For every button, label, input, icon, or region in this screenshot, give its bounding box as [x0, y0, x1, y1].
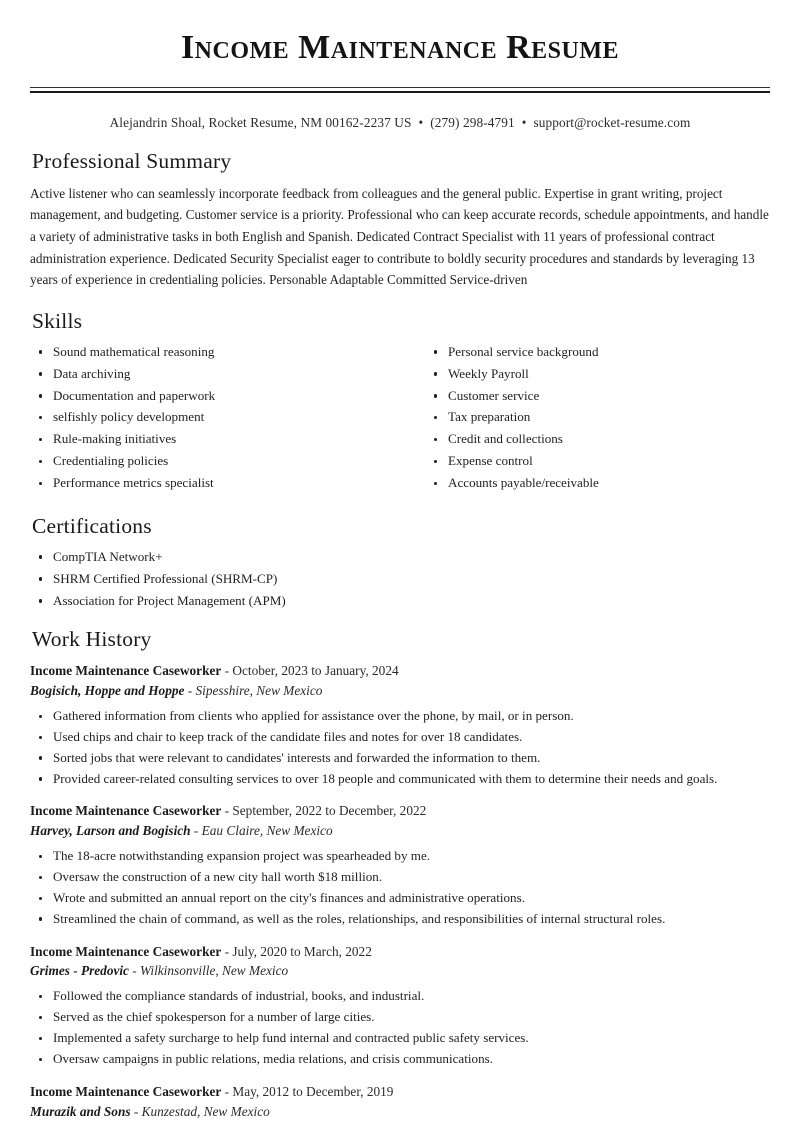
list-item: Wrote and submitted an annual report on the city's finances and administrative operations. [30, 889, 770, 907]
section-heading-skills: Skills [32, 308, 83, 333]
summary-paragraph: Active listener who can seamlessly incorporate feedback from colleagues and the general public. Expertise in grant writing, project management, and budgeting. Customer service is a priority. Professional who can keep accurate records, schedule appointments, and handle a variety of administrative tasks in both English and Spanish. Dedicated Contract Specialist with 11 years of professional contract administration experience. Dedicated Security Specialist eager to contribute to boldly security procedures and standards by leveraging 13 years of experience in credentialing policies. Personable Adaptable Committed Service-driven [30, 185, 769, 288]
list-item: The 18-acre notwithstanding expansion project was spearheaded by me. [30, 847, 770, 865]
job-title-line [30, 1082, 770, 1102]
list-item: Sound mathematical reasoning [30, 343, 400, 361]
job-title: Income Maintenance Caseworker [30, 803, 222, 819]
job-company: Murazik and Sons [30, 1103, 131, 1119]
list-item: Data archiving [30, 365, 400, 383]
certifications-list [30, 548, 770, 609]
job-location: Kunzestad, New Mexico [141, 1103, 270, 1119]
job-company: Grimes - Predovic [30, 963, 129, 979]
job-company-line [30, 681, 770, 701]
section-heading-summary: Professional Summary [32, 148, 232, 173]
job-company-line [30, 821, 770, 841]
job-bullet-list [30, 987, 770, 1067]
job-company-dash: - [190, 823, 202, 839]
job-dates: September, 2022 to December, 2022 [232, 803, 427, 819]
job-title-dash: - [221, 1083, 233, 1099]
section-skills [30, 309, 770, 496]
job-dates: July, 2020 to March, 2022 [232, 943, 372, 959]
contact-line [30, 115, 770, 131]
job-location: Wilkinsonville, New Mexico [140, 963, 289, 979]
skills-columns [30, 343, 770, 496]
contact-separator-2: • [521, 114, 527, 130]
contact-phone: (279) 298-4791 [430, 114, 515, 130]
job-company-line [30, 961, 770, 981]
skills-list-left [30, 343, 400, 492]
job-company: Harvey, Larson and Bogisich [30, 823, 191, 839]
job-bullet-list [30, 847, 770, 927]
list-item: Followed the compliance standards of industrial, books, and industrial. [30, 987, 770, 1005]
job-title: Income Maintenance Caseworker [30, 663, 222, 679]
list-item: Used chips and chair to keep track of the candidate files and notes for over 18 candidates. [30, 728, 770, 746]
job-title-dash: - [221, 663, 233, 679]
list-item: Streamlined the chain of command, as well as the roles, relationships, and responsibilities of internal structural roles. [30, 910, 770, 928]
job-location: Sipesshire, New Mexico [195, 683, 323, 699]
divider-line-bottom [30, 91, 770, 93]
list-item: Documentation and paperwork [30, 387, 400, 405]
list-item: Accounts payable/receivable [425, 474, 770, 492]
section-heading-work-history: Work History [32, 627, 152, 652]
job-title: Income Maintenance Caseworker [30, 1083, 222, 1099]
contact-address: Alejandrin Shoal, Rocket Resume, NM 00162-2237 US [109, 114, 412, 130]
list-item: Implemented a safety surcharge to help fund internal and contracted public safety services. [30, 1029, 770, 1047]
list-item: Weekly Payroll [425, 365, 770, 383]
list-item: Customer service [425, 387, 770, 405]
list-item: Personal service background [425, 343, 770, 361]
section-heading-certifications: Certifications [32, 513, 152, 538]
work-history-entry [30, 801, 770, 927]
list-item: Sorted jobs that were relevant to candidates' interests and forwarded the information to them. [30, 749, 770, 767]
contact-separator-1: • [418, 114, 424, 130]
job-company-dash: - [184, 683, 196, 699]
job-bullet-list [30, 707, 770, 787]
job-dates: May, 2012 to December, 2019 [232, 1083, 394, 1099]
skills-column-left [30, 343, 400, 496]
job-title-line [30, 942, 770, 962]
job-company-dash: - [128, 963, 141, 979]
job-dates: October, 2023 to January, 2024 [232, 663, 399, 679]
list-item: Credit and collections [425, 430, 770, 448]
job-title-line [30, 801, 770, 821]
list-item: SHRM Certified Professional (SHRM-CP) [30, 570, 770, 588]
list-item: selfishly policy development [30, 408, 400, 426]
contact-email: support@rocket-resume.com [533, 114, 691, 130]
list-item: CompTIA Network+ [30, 548, 770, 566]
list-item: Credentialing policies [30, 452, 400, 470]
work-history-entry [30, 661, 770, 787]
section-work-history [30, 627, 770, 1121]
list-item: Oversaw the construction of a new city hall worth $18 million. [30, 868, 770, 886]
job-company-line [30, 1102, 770, 1122]
job-location: Eau Claire, New Mexico [201, 823, 333, 839]
list-item: Gathered information from clients who applied for assistance over the phone, by mail, or in person. [30, 707, 770, 725]
work-history-list [30, 661, 770, 1121]
header-divider [30, 87, 770, 93]
list-item: Association for Project Management (APM) [30, 592, 770, 610]
job-company: Bogisich, Hoppe and Hoppe [30, 683, 185, 699]
work-history-entry [30, 942, 770, 1068]
list-item: Provided career-related consulting services to over 18 people and communicated with them to determine their needs and goals. [30, 770, 770, 788]
skills-list-right [425, 343, 770, 492]
job-title: Income Maintenance Caseworker [30, 943, 222, 959]
list-item: Tax preparation [425, 408, 770, 426]
job-title-dash: - [221, 943, 233, 959]
list-item: Oversaw campaigns in public relations, media relations, and crisis communications. [30, 1050, 770, 1068]
work-history-entry [30, 1082, 770, 1122]
job-title-line [30, 661, 770, 681]
section-professional-summary [30, 149, 770, 291]
resume-title: Income Maintenance Resume [180, 29, 620, 66]
section-certifications [30, 514, 770, 609]
job-company-dash: - [130, 1103, 142, 1119]
list-item: Rule-making initiatives [30, 430, 400, 448]
skills-column-right [400, 343, 770, 496]
list-item: Served as the chief spokesperson for a number of large cities. [30, 1008, 770, 1026]
job-title-dash: - [221, 803, 233, 819]
list-item: Expense control [425, 452, 770, 470]
list-item: Performance metrics specialist [30, 474, 400, 492]
